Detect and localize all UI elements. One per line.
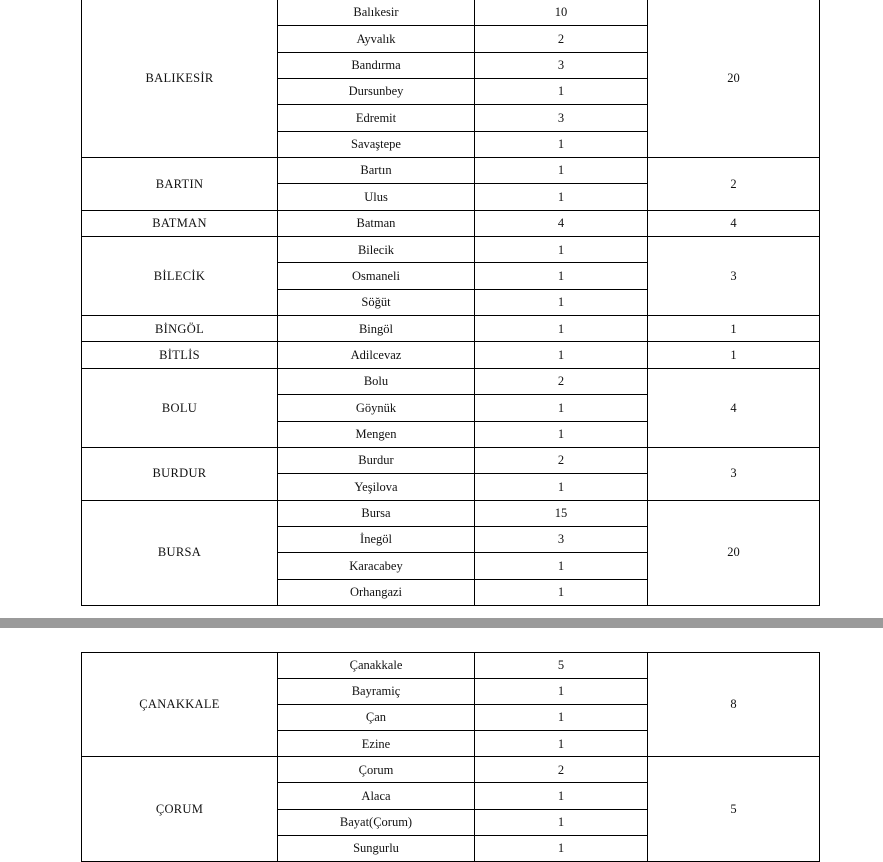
province-name: BATMAN	[82, 210, 278, 236]
table-row	[82, 368, 820, 394]
province-total: 2	[648, 158, 820, 211]
district-name: Karacabey	[278, 553, 475, 579]
province-total: 1	[648, 342, 820, 368]
district-count: 1	[475, 237, 648, 263]
district-count: 3	[475, 526, 648, 552]
district-count: 1	[475, 731, 648, 757]
district-name: Yeşilova	[278, 474, 475, 500]
district-name: Mengen	[278, 421, 475, 447]
district-name: Adilcevaz	[278, 342, 475, 368]
district-name: Bingöl	[278, 316, 475, 342]
province-name: BARTIN	[82, 158, 278, 211]
table-row	[82, 757, 820, 783]
province-name: ÇANAKKALE	[82, 653, 278, 757]
district-count: 2	[475, 368, 648, 394]
district-count: 1	[475, 553, 648, 579]
district-count: 1	[475, 395, 648, 421]
district-count: 1	[475, 131, 648, 157]
table-row	[82, 158, 820, 184]
district-name: Alaca	[278, 783, 475, 809]
district-name: Çan	[278, 705, 475, 731]
district-name: Bayramiç	[278, 679, 475, 705]
province-name: BURDUR	[82, 447, 278, 500]
province-total: 3	[648, 447, 820, 500]
page-separator	[0, 618, 883, 628]
table-row	[82, 653, 820, 679]
district-name: Ayvalık	[278, 26, 475, 52]
district-count: 1	[475, 289, 648, 315]
district-name: İnegöl	[278, 526, 475, 552]
district-count: 1	[475, 79, 648, 105]
district-count: 4	[475, 210, 648, 236]
province-total: 4	[648, 368, 820, 447]
district-count: 2	[475, 26, 648, 52]
district-name: Balıkesir	[278, 0, 475, 26]
district-count: 1	[475, 421, 648, 447]
table-body	[82, 0, 820, 605]
district-count: 1	[475, 705, 648, 731]
district-count: 2	[475, 757, 648, 783]
province-name: BİNGÖL	[82, 316, 278, 342]
district-name: Edremit	[278, 105, 475, 131]
district-count: 5	[475, 653, 648, 679]
district-count: 1	[475, 263, 648, 289]
district-count: 1	[475, 342, 648, 368]
province-total: 20	[648, 500, 820, 605]
province-name: BOLU	[82, 368, 278, 447]
table-row	[82, 500, 820, 526]
district-name: Dursunbey	[278, 79, 475, 105]
district-count: 15	[475, 500, 648, 526]
province-total: 3	[648, 237, 820, 316]
district-name: Burdur	[278, 447, 475, 473]
province-name: BALIKESİR	[82, 0, 278, 158]
district-count: 1	[475, 579, 648, 605]
province-name: BİTLİS	[82, 342, 278, 368]
province-total: 1	[648, 316, 820, 342]
district-name: Bursa	[278, 500, 475, 526]
district-name: Göynük	[278, 395, 475, 421]
district-name: Çorum	[278, 757, 475, 783]
province-total: 8	[648, 653, 820, 757]
district-count: 1	[475, 158, 648, 184]
district-count: 10	[475, 0, 648, 26]
province-total: 4	[648, 210, 820, 236]
district-count: 3	[475, 105, 648, 131]
district-count: 1	[475, 809, 648, 835]
district-name: Savaştepe	[278, 131, 475, 157]
district-count: 1	[475, 679, 648, 705]
province-name: BİLECİK	[82, 237, 278, 316]
district-name: Bolu	[278, 368, 475, 394]
district-name: Batman	[278, 210, 475, 236]
table-body	[82, 653, 820, 862]
district-name: Osmaneli	[278, 263, 475, 289]
province-total: 5	[648, 757, 820, 861]
district-name: Çanakkale	[278, 653, 475, 679]
table-row	[82, 447, 820, 473]
district-count: 1	[475, 474, 648, 500]
district-name: Söğüt	[278, 289, 475, 315]
district-count: 1	[475, 316, 648, 342]
table-row	[82, 237, 820, 263]
district-name: Bilecik	[278, 237, 475, 263]
table-row	[82, 316, 820, 342]
table-row	[82, 210, 820, 236]
district-name: Ulus	[278, 184, 475, 210]
district-count: 3	[475, 52, 648, 78]
province-total: 20	[648, 0, 820, 158]
district-name: Bandırma	[278, 52, 475, 78]
district-name: Sungurlu	[278, 835, 475, 861]
district-count: 2	[475, 447, 648, 473]
district-count: 1	[475, 783, 648, 809]
table-row	[82, 0, 820, 26]
table-row	[82, 342, 820, 368]
province-district-table-bottom	[81, 652, 820, 862]
province-name: BURSA	[82, 500, 278, 605]
province-name: ÇORUM	[82, 757, 278, 861]
district-name: Bayat(Çorum)	[278, 809, 475, 835]
district-name: Ezine	[278, 731, 475, 757]
province-district-table-top	[81, 0, 820, 606]
district-count: 1	[475, 184, 648, 210]
district-name: Orhangazi	[278, 579, 475, 605]
district-count: 1	[475, 835, 648, 861]
district-name: Bartın	[278, 158, 475, 184]
